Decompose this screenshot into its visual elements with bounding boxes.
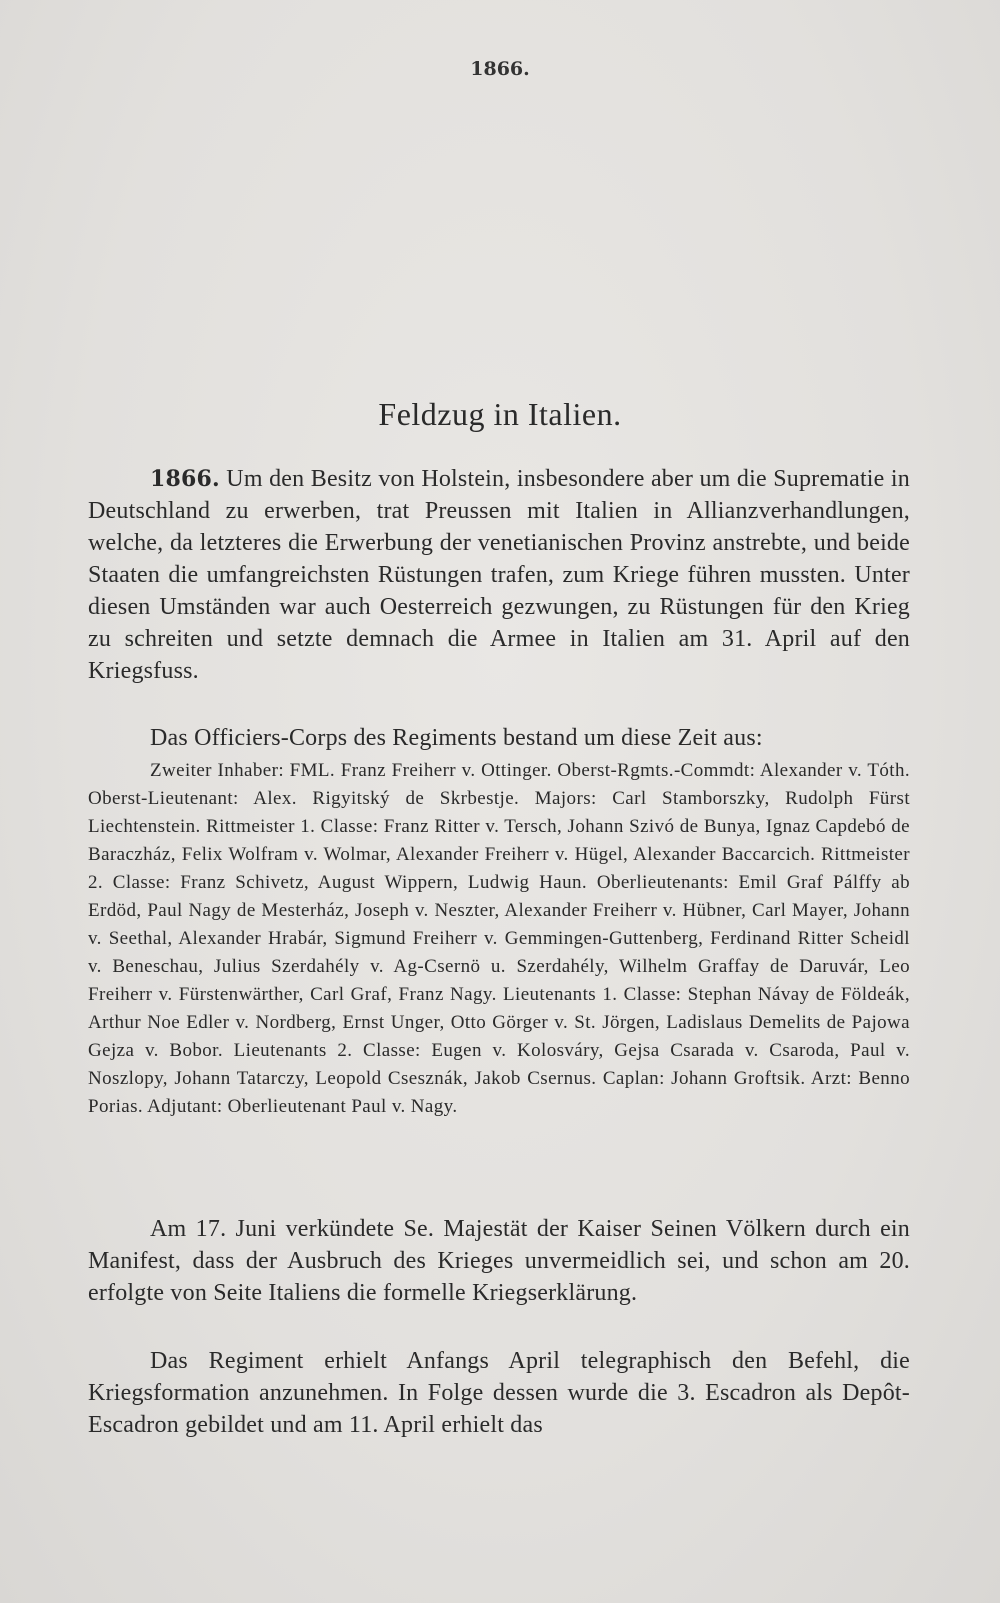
paragraph-intro [88,463,910,687]
section-heading: Feldzug in Italien. [378,396,622,432]
paragraph-year: 1866. [150,466,220,492]
paragraph-intro-text: Um den Besitz von Holstein, insbesondere aber um die Suprematie in Deutschland zu erwerben, trat Preussen mit Italien in Allianzverhandlungen, welche, da letzteres die Erwerbung der venetianischen Provinz anstrebte, und beide Staaten die umfangreichsten Rüstungen trafen, zum Kriege führen mussten. Unter diesen Umständen war auch Oesterreich gezwungen, zu Rüstungen für den Krieg zu schreiten und setzte demnach die Armee in Italien am 31. April auf den Kriegsfuss. [88,466,910,684]
page-number: 1866. [470,58,530,80]
paragraph-regiment-orders: Das Regiment erhielt Anfangs April telegraphisch den Befehl, die Kriegsformation anzunehmen. In Folge dessen wurde die 3. Escadron als Depôt-Escadron gebildet und am 11. April erhielt das [88,1348,910,1438]
paragraph-officers-intro: Das Officiers-Corps des Regiments bestand um diese Zeit aus: [150,725,763,751]
paragraph-officers-list: Zweiter Inhaber: FML. Franz Freiherr v. Ottinger. Oberst-Rgmts.-Commdt: Alexander v. Tóth. Oberst-Lieutenant: Alex. Rigyitský de Skrbestje. Majors: Carl Stamborszky, Rudolph Fürst Liechtenstein. Rittmeister 1. Classe: Franz Ritter v. Tersch, Johann Szivó de Bunya, Ignaz Capdebó de Baraczház, Felix Wolfram v. Wolmar, Alexander Freiherr v. Hügel, Alexander Baccarcich. Rittmeister 2. Classe: Franz Schivetz, August Wippern, Ludwig Haun. Oberlieutenants: Emil Graf Pálffy ab Erdöd, Paul Nagy de Mesterház, Joseph v. Neszter, Alexander Freiherr v. Hübner, Carl Mayer, Johann v. Seethal, Alexander Hrabár, Sigmund Freiherr v. Gemmingen-Guttenberg, Ferdinand Ritter Scheidl v. Beneschau, Julius Szerdahély v. Ag-Csernö u. Szerdahély, Wilhelm Graffay de Daruvár, Leo Freiherr v. Fürstenwärther, Carl Graf, Franz Nagy. Lieutenants 1. Classe: Stephan Návay de Földeák, Arthur Noe Edler v. Nordberg, Ernst Unger, Otto Görger v. St. Jörgen, Ladislaus Demelits de Pajowa Gejza v. Bobor. Lieutenants 2. Classe: Eugen v. Kolosváry, Gejsa Csarada v. Csaroda, Paul v. Noszlopy, Johann Tatarczy, Leopold Csesznák, Jakob Csernus. Caplan: Johann Groftsik. Arzt: Benno Porias. Adjutant: Oberlieutenant Paul v. Nagy. [88,760,910,1117]
paragraph-manifest: Am 17. Juni verkündete Se. Majestät der Kaiser Seinen Völkern durch ein Manifest, dass der Ausbruch des Krieges unvermeidlich sei, und schon am 20. erfolgte von Seite Italiens die formelle Kriegserklärung. [88,1216,910,1306]
